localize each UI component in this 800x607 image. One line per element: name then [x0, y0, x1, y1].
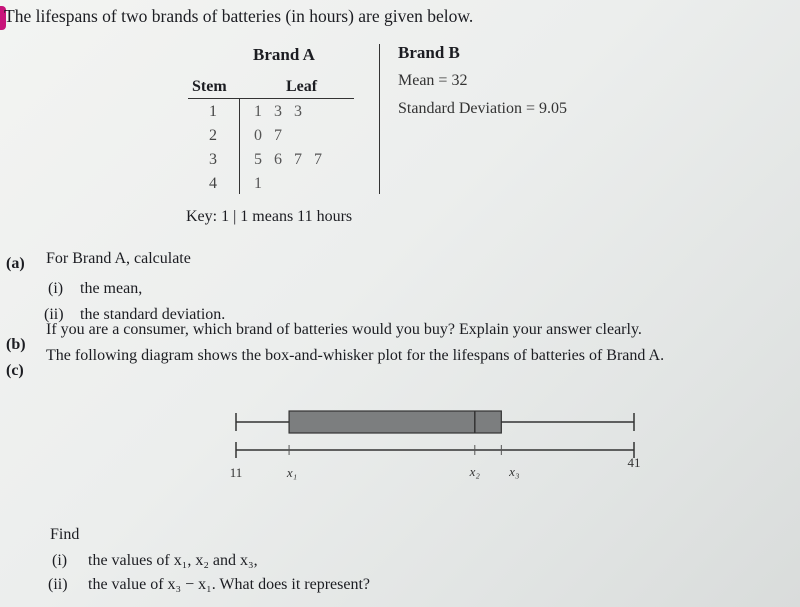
- stem-cell: 4: [209, 175, 217, 192]
- part-b-text: If you are a consumer, which brand of batteries would you buy? Explain your answer clearly.: [46, 321, 642, 338]
- intro-text: The lifespans of two brands of batteries (in hours) are given below.: [4, 6, 474, 26]
- leaf-cell: 1: [254, 175, 262, 192]
- brand-a-title: Brand A: [253, 45, 315, 64]
- stem-header: Stem: [192, 78, 227, 95]
- part-b-label: (b): [6, 336, 26, 353]
- part-a-ii-label: (ii): [44, 306, 64, 323]
- axis-label-x2: x₂: [469, 464, 480, 479]
- key-text: Key: 1 | 1 means 11 hours: [186, 208, 353, 225]
- interquartile-box: [289, 411, 501, 433]
- leaf-cell: 1 3 3: [254, 103, 302, 120]
- part-a-label: (a): [6, 255, 25, 272]
- brand-b-title: Brand B: [398, 43, 460, 62]
- part-a-i-text: the mean,: [80, 280, 143, 297]
- part-a-ii-text: the standard deviation.: [80, 306, 226, 323]
- find-title: Find: [50, 526, 80, 543]
- leaf-cell: 0 7: [254, 127, 282, 144]
- find-i-label: (i): [52, 552, 68, 569]
- axis-label-max: 41: [627, 455, 641, 470]
- leaf-header: Leaf: [286, 78, 318, 95]
- part-c-text: The following diagram shows the box-and-whisker plot for the lifespans of batteries of Brand A.: [46, 347, 665, 364]
- stem-cell: 2: [209, 127, 217, 144]
- leaf-cell: 5 6 7 7: [254, 151, 322, 168]
- stem-cell: 3: [209, 151, 217, 168]
- part-c-label: (c): [6, 362, 24, 379]
- brand-b-sd: Standard Deviation = 9.05: [398, 100, 567, 117]
- find-ii-label: (ii): [48, 576, 68, 593]
- brand-b-mean: Mean = 32: [398, 72, 468, 89]
- axis-label-x3: x₃: [509, 464, 520, 479]
- part-a-text: For Brand A, calculate: [46, 250, 191, 267]
- find-i-text: the values of x₁, x₂ and x₃,: [88, 552, 258, 569]
- axis-label-min: 11: [229, 465, 243, 480]
- stem-cell: 1: [209, 103, 217, 120]
- find-ii-text: the value of x₃ − x₁. What does it represent?: [88, 576, 371, 593]
- part-a-i-label: (i): [48, 280, 64, 297]
- axis-label-x1: x₁: [286, 465, 298, 480]
